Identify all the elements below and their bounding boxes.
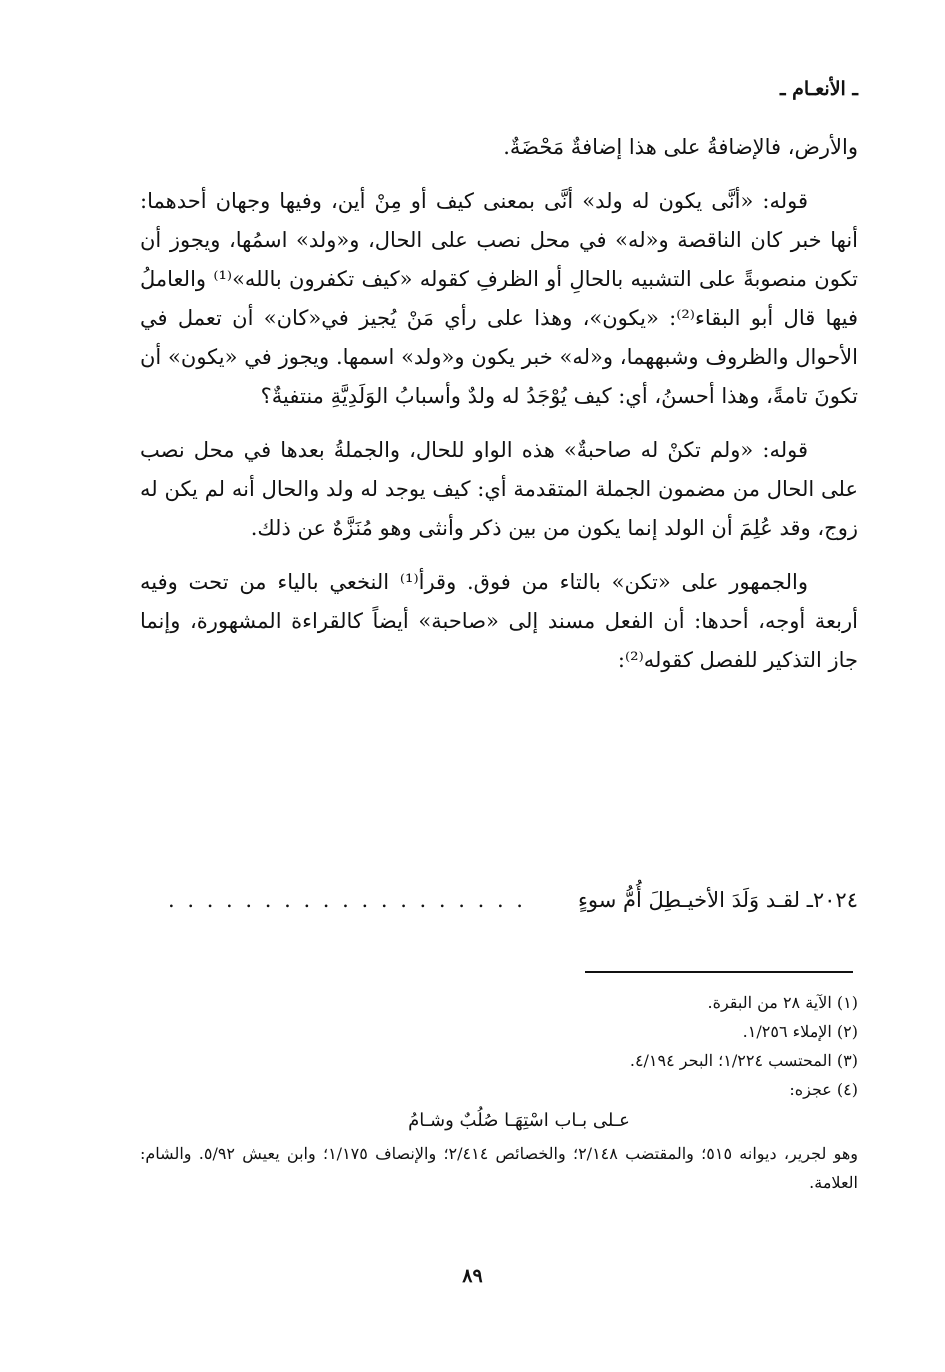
page-number: ٨٩ bbox=[462, 1265, 483, 1287]
running-header: ـ الأنعـام ـ bbox=[779, 78, 858, 100]
paragraph-continuation: والأرض، فالإضافةُ على هذا إضافةٌ مَحْضَةٌ. bbox=[503, 135, 858, 159]
verse-text: ٢٠٢٤ـ لقـد وَلَدَ الأخيـطِلَ أُمُّ سوءٍ bbox=[578, 888, 858, 912]
verse-dots: . . . . . . . . . . . . . . . . . . . bbox=[168, 888, 526, 912]
paragraph-jumhur: والجمهور على «تكن» بالتاء من فوق. وقرأ⁽¹⁾ النخعي بالياء من تحت وفيه أربعة أوجه، أحدها: أن الفعل مسند إلى «صاحبة» أيضاً كالقراءة المشهورة، وإنما جاز التذكير للفصل كقوله⁽²⁾: bbox=[140, 570, 858, 672]
paragraph-anna-yakun: قوله: «أنَّى يكون له ولد» أنَّى بمعنى كيف أو مِنْ أين، وفيها وجهان أحدهما: أنها خبر كان الناقصة و«له» في محل نصب على الحال، و«ولد» اسمُها، ويجوز أن تكون منصوبةً على التشبيه بالحالِ أو الظرفِ كقوله «كيف تكفرون بالله»⁽¹⁾ والعاملُ فيها قال أبو البقاء⁽²⁾: «يكون»، وهذا على رأي مَنْ يُجيز في«كان» أن تعمل في الأحوال والظروف وشبههما، و«له» خبر يكون و«ولد» اسمها. ويجوز في «يكون» أن تكونَ تامةً، وهذا أحسنُ، أي: كيف يُوْجَدُ له ولدٌ وأسبابُ الوَلَدِيَّةِ منتفيةٌ؟ bbox=[140, 189, 859, 408]
footnotes bbox=[140, 988, 858, 1197]
footnote-hemistich: عـلى بـاب اسْتِهَـا صُلُبٌ وشـامُ bbox=[408, 1110, 630, 1131]
poetry-verse bbox=[140, 880, 858, 920]
footnote-divider bbox=[585, 971, 853, 973]
footnote-1: (١) الآية ٢٨ من البقرة. bbox=[707, 993, 858, 1012]
footnote-citation: وهو لجرير، ديوانه ٥١٥؛ والمقتضب ٢/١٤٨؛ والخصائص ٢/٤١٤؛ والإنصاف ١/١٧٥؛ وابن يعيش ٥/٩٢. والشام: العلامة. bbox=[140, 1144, 859, 1192]
footnote-4: (٤) عجزه: bbox=[789, 1080, 858, 1099]
footnote-3: (٣) المحتسب ١/٢٢٤؛ البحر ٤/١٩٤. bbox=[629, 1051, 858, 1070]
paragraph-sahiba: قوله: «ولم تكنْ له صاحبةٌ» هذه الواو للحال، والجملةُ بعدها في محل نصب على الحال من مضمون الجملة المتقدمة أي: كيف يوجد له ولد والحال أنه لم يكن له زوج، وقد عُلِمَ أن الولد إنما يكون من بين ذكر وأنثى وهو مُنَزَّهٌ عن ذلك. bbox=[140, 438, 858, 540]
footnote-2: (٢) الإملاء ١/٢٥٦. bbox=[742, 1022, 858, 1041]
main-text bbox=[140, 128, 858, 695]
